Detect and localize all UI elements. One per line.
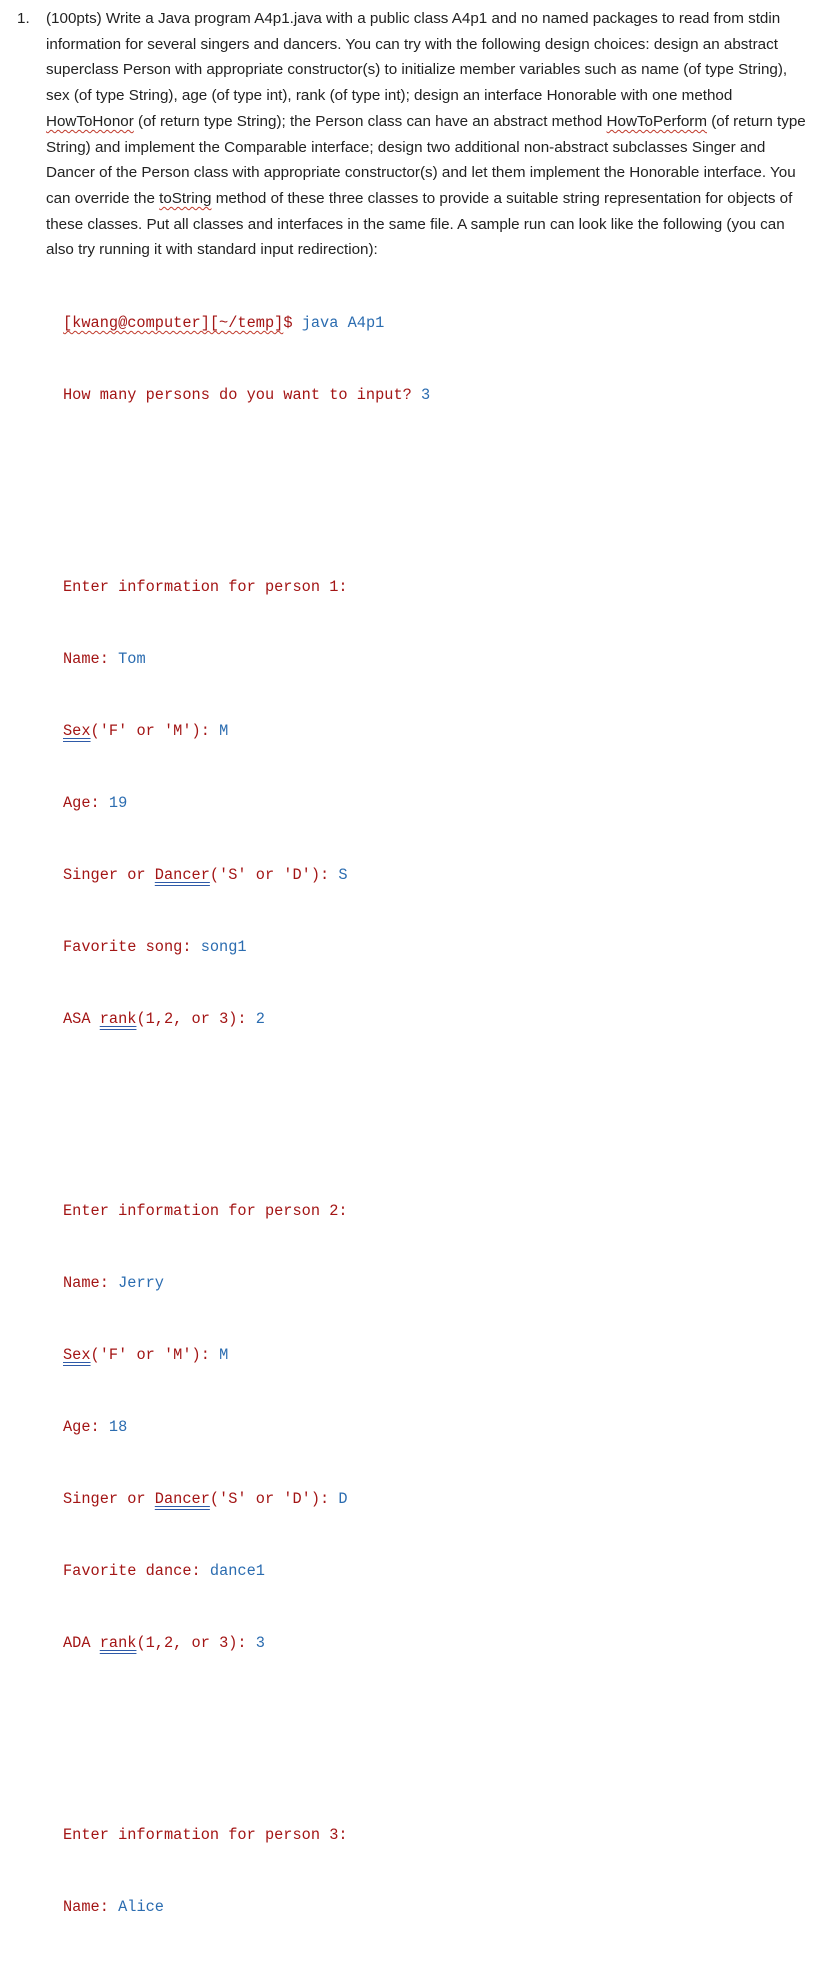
prompt-symbol: $ (283, 314, 293, 333)
rank-value: 3 (255, 1634, 265, 1653)
rank-options: (1,2, or 3): (136, 1010, 247, 1029)
sex-options: ('F' or 'M'): (90, 722, 210, 741)
person-header-text: Enter information for person 1: (63, 578, 348, 597)
name-label: Name: (63, 1274, 109, 1293)
rank-value: 2 (255, 1010, 265, 1029)
name-value: Tom (118, 650, 146, 669)
person-header (63, 1199, 809, 1223)
question-number: 1. (17, 10, 30, 27)
type-label: Singer or (63, 866, 155, 885)
favorite-line (63, 1559, 809, 1583)
sex-word: Sex (63, 1346, 91, 1365)
age-label: Age: (63, 794, 100, 813)
name-label: Name: (63, 1898, 109, 1917)
shell-prompt-line (63, 311, 809, 335)
name-value: Alice (118, 1898, 164, 1917)
age-line (63, 1415, 809, 1439)
type-value: S (338, 866, 348, 885)
favorite-value: song1 (200, 938, 247, 957)
question-text-part: method of these three classes to provide a suitable string representation for objects of these classes. Put all classes and interfaces in the same file. A sample run can look like the following (you can also try running it with standard input redirection): (46, 189, 793, 259)
person-count-value: 3 (421, 386, 431, 405)
age-line (63, 791, 809, 815)
age-label: Age: (63, 1418, 100, 1437)
name-label: Name: (63, 650, 109, 669)
person-count-prompt: How many persons do you want to input? (63, 386, 412, 405)
prompt-path: [~/temp] (209, 314, 284, 333)
favorite-line (63, 935, 809, 959)
rank-word: rank (99, 1010, 137, 1029)
question-text (46, 6, 809, 263)
person-count-line (63, 383, 809, 407)
sex-line (63, 1343, 809, 1367)
type-options: ('S' or 'D'): (209, 866, 330, 885)
rank-org: ASA (63, 1010, 91, 1029)
sex-word: Sex (63, 722, 91, 741)
method-howtoperform: HowToPerform (606, 112, 707, 130)
sex-options: ('F' or 'M'): (90, 1346, 210, 1365)
person-header-text: Enter information for person 3: (63, 1826, 348, 1845)
sex-line (63, 719, 809, 743)
age-value: 18 (108, 1418, 128, 1437)
favorite-value: dance1 (209, 1562, 265, 1581)
favorite-label: Favorite dance: (63, 1562, 201, 1581)
person-header-text: Enter information for person 2: (63, 1202, 348, 1221)
person-header (63, 575, 809, 599)
question-text-part: (of return type String) and implement the Comparable interface; design two additional non-abstract subclasses Singer and Dancer of the Person class with appropriate constructor(s) and let them implement the Honorable interface. You can override the (46, 112, 806, 207)
type-line (63, 863, 809, 887)
prompt-user-host: [kwang@computer] (63, 314, 210, 333)
name-line (63, 647, 809, 671)
blank-line (63, 1703, 809, 1727)
type-word: Dancer (154, 866, 210, 885)
type-label: Singer or (63, 1490, 155, 1509)
question-text-part: (100pts) Write a Java program A4p1.java with a public class A4p1 and no named packages to read from stdin information for several singers and dancers. You can try with the following design choices: design an abstract superclass Person with appropriate constructor(s) to initialize member variables such as name (of type String), sex (of type String), age (of type int), rank (of type int); design an interface Honorable with one method (46, 10, 788, 105)
favorite-label: Favorite song: (63, 938, 192, 957)
type-word: Dancer (154, 1490, 210, 1509)
rank-options: (1,2, or 3): (136, 1634, 247, 1653)
type-value: D (338, 1490, 348, 1509)
rank-line (63, 1007, 809, 1031)
sex-value: M (219, 1346, 229, 1365)
rank-org: ADA (63, 1634, 91, 1653)
name-line (63, 1895, 809, 1919)
type-options: ('S' or 'D'): (209, 1490, 330, 1509)
rank-line (63, 1631, 809, 1655)
method-tostring: toString (159, 189, 212, 207)
question-text-part: (of return type String); the Person class can have an abstract method (133, 112, 607, 130)
age-value: 19 (108, 794, 128, 813)
prompt-command: java A4p1 (301, 314, 385, 333)
blank-line (63, 1079, 809, 1103)
person-header (63, 1823, 809, 1847)
sex-value: M (219, 722, 229, 741)
rank-word: rank (99, 1634, 137, 1653)
name-line (63, 1271, 809, 1295)
blank-line (63, 455, 809, 479)
question-1 (17, 6, 809, 263)
sample-run-console (63, 263, 809, 1967)
name-value: Jerry (118, 1274, 164, 1293)
method-howtohonor: HowToHonor (46, 112, 134, 130)
type-line (63, 1487, 809, 1511)
